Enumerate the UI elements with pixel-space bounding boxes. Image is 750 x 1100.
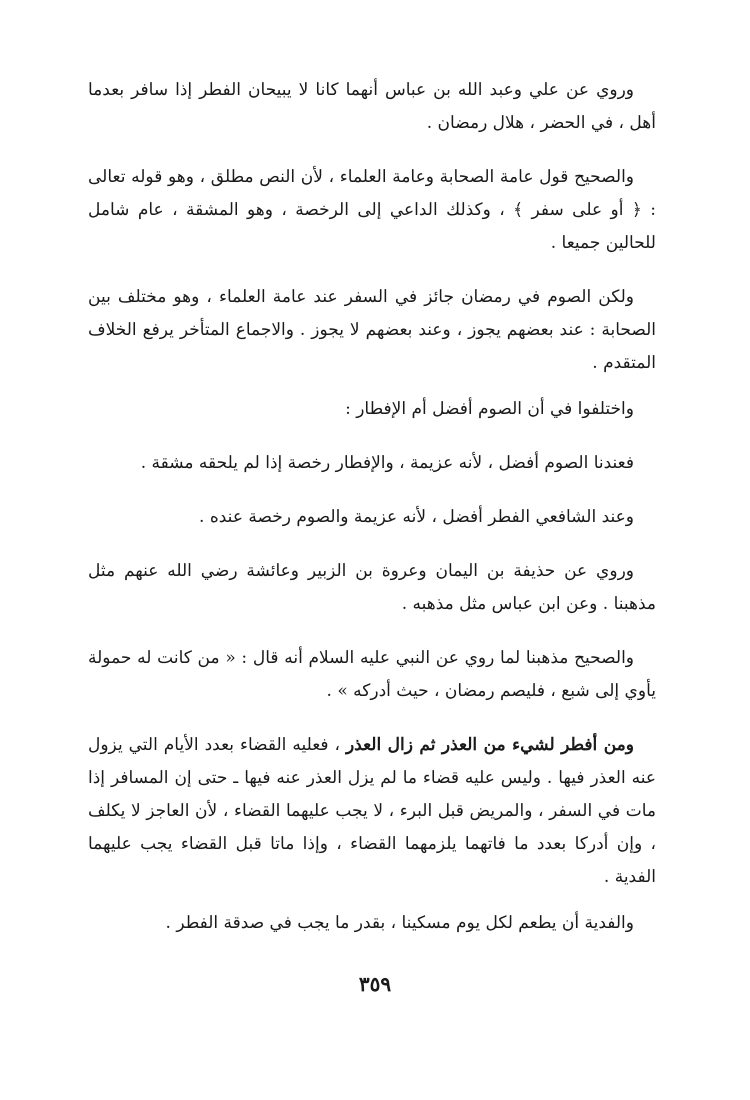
paragraph-10: والفدية أن يطعم لكل يوم مسكينا ، بقدر ما يجب في صدقة الفطر . <box>165 913 634 933</box>
page-body <box>88 74 656 940</box>
paragraph-6: وعند الشافعي الفطر أفضل ، لأنه عزيمة والصوم رخصة عنده . <box>199 507 634 527</box>
paragraph-1: وروي عن علي وعبد الله بن عباس أنهما كانا لا يبيحان الفطر إذا سافر بعدما أهل ، في الحضر ، هلال رمضان . <box>88 80 656 133</box>
paragraph-8: والصحيح مذهبنا لما روي عن النبي عليه السلام أنه قال : « من كانت له حمولة يأوي إلى شبع ، فليصم رمضان ، حيث أدركه » . <box>88 648 656 701</box>
paragraph-9-continuation: ، فعليه القضاء بعدد الأيام التي يزول عنه العذر فيها . وليس عليه قضاء ما لم يزل العذر عنه فيها ـ حتى إن المسافر إذا مات في السفر ، والمريض قبل البرء ، لا يجب عليهما القضاء ، لأن العاجز لا يكلف ، وإن أدركا بعدد ما فاتهما يلزمهما القضاء ، وإذا ماتا قبل القضاء يجب عليهما الفدية . <box>88 735 656 887</box>
paragraph-7: وروي عن حذيفة بن اليمان وعروة بن الزبير وعائشة رضي الله عنهم مثل مذهبنا . وعن ابن عباس مثل مذهبه . <box>88 561 656 614</box>
bold-lead-phrase: ومن أفطر لشيء من العذر ثم زال العذر <box>345 735 634 755</box>
paragraph-3: ولكن الصوم في رمضان جائز في السفر عند عامة العلماء ، وهو مختلف بين الصحابة : عند بعضهم يجوز ، وعند بعضهم لا يجوز . والاجماع المتأخر يرفع الخلاف المتقدم . <box>88 287 656 373</box>
page-number: ٣٥٩ <box>358 972 392 996</box>
paragraph-5: فعندنا الصوم أفضل ، لأنه عزيمة ، والإفطار رخصة إذا لم يلحقه مشقة . <box>140 453 634 473</box>
paragraph-9 <box>88 729 656 894</box>
paragraph-4: واختلفوا في أن الصوم أفضل أم الإفطار : <box>345 399 634 419</box>
paragraph-2: والصحيح قول عامة الصحابة وعامة العلماء ، لأن النص مطلق ، وهو قوله تعالى : ﴿ أو على سفر ﴾ ، وكذلك الداعي إلى الرخصة ، وهو المشقة ، عام شامل للحالين جميعا . <box>88 167 656 253</box>
